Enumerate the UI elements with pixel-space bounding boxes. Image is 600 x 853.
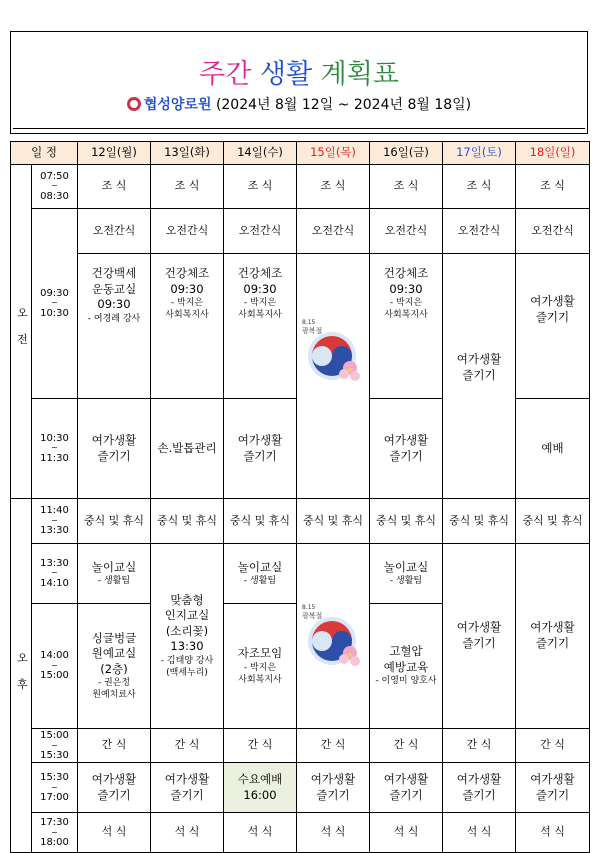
- title-word-1: 주간: [199, 59, 252, 90]
- pm-snack-sun: 간 식: [516, 729, 590, 763]
- holiday-label: 8.15: [302, 319, 316, 326]
- row-pm-snack: [11, 729, 590, 763]
- breakfast-mon: 조 식: [78, 165, 151, 209]
- dinner-tue: 석 식: [151, 813, 224, 853]
- wed-am-line2: 09:30: [243, 281, 277, 296]
- page-title: [11, 52, 587, 91]
- am-snack-tue: 오전간식: [151, 209, 223, 254]
- wed-worship: 수요예배 16:00: [224, 763, 297, 813]
- pm-snack-sat: 간 식: [443, 729, 516, 763]
- row-breakfast: [11, 165, 590, 209]
- sun-am-leisure2: 즐기기: [535, 309, 570, 324]
- day-sat: 17일(토): [443, 142, 516, 165]
- mon-am-line1: 건강백세: [91, 266, 137, 280]
- mon-late-cell: 여가생활 즐기기: [78, 399, 151, 499]
- dinner-sat: 석 식: [443, 813, 516, 853]
- am-snack-mon: 오전간식: [78, 209, 150, 254]
- mon-am-line3: 09:30: [97, 297, 131, 312]
- am-snack-fri: 오전간식: [370, 209, 442, 254]
- sat-leisure: 여가생활 즐기기: [443, 763, 516, 813]
- day-fri: 16일(금): [370, 142, 443, 165]
- day-wed: 14일(수): [224, 142, 297, 165]
- time-cell: 13:30 ~ 14:10: [32, 544, 78, 604]
- fri-am-line1: 건강체조: [383, 266, 429, 280]
- row-pm-program-1: [11, 544, 590, 604]
- section-am-label: 오 전: [15, 307, 29, 351]
- header-row: [11, 142, 590, 165]
- title-word-2: 생활: [259, 59, 313, 90]
- breakfast-sat: 조 식: [443, 165, 516, 209]
- time-cell: 10:30 ~ 11:30: [32, 399, 78, 499]
- tue-pm-cell: 맞춤형 인지교실 (소리꽃) 13:30 - 김태양 강사 (백세누리): [151, 544, 224, 729]
- org-name: 협성양로원: [143, 97, 212, 113]
- sat-am-leisure2: 즐기기: [462, 367, 496, 382]
- tue-am-line4: 사회복지사: [165, 310, 209, 321]
- breakfast-wed: 조 식: [224, 165, 297, 209]
- sun-am-leisure1: 여가생활: [530, 294, 575, 308]
- pm-snack-mon: 간 식: [78, 729, 151, 763]
- day-tue: 13일(화): [151, 142, 224, 165]
- holiday-label: 8.15: [302, 603, 316, 611]
- liberation-day-taegeuk-icon: [298, 304, 368, 399]
- wed-am-line1: 건강체조: [237, 266, 283, 280]
- sun-leisure: 여가생활 즐기기: [516, 763, 590, 813]
- time-cell: 09:30 ~ 10:30: [32, 209, 78, 399]
- am-snack-thu: 오전간식: [297, 209, 369, 254]
- section-am: [11, 165, 32, 499]
- lunch-wed: 중식 및 휴식: [224, 499, 297, 544]
- row-morning-program: [11, 209, 590, 399]
- day-sun: 18일(일): [516, 142, 590, 165]
- lunch-sun: 중식 및 휴식: [516, 499, 590, 544]
- fri-pm2-cell: 고혈압 예방교육 - 이영미 양호사: [370, 604, 443, 729]
- sat-pm-cell: 여가생활 즐기기: [443, 544, 516, 729]
- row-dinner: [11, 813, 590, 853]
- sat-am-leisure1: 여가생활: [456, 352, 502, 366]
- time-cell: 15:00 ~ 15:30: [32, 729, 78, 763]
- sun-late-cell: 예배: [516, 399, 590, 499]
- fri-am-line4: 사회복지사: [384, 310, 428, 321]
- tue-leisure: 여가생활 즐기기: [151, 763, 224, 813]
- tue-late-cell: 손.발톱관리: [151, 399, 224, 499]
- am-snack-sun: 오전간식: [516, 209, 589, 254]
- holiday-text: 광복절: [302, 611, 323, 620]
- date-range: (2024년 8월 12일 ~ 2024년 8월 18일): [215, 97, 472, 113]
- thu-pm-holiday: [297, 544, 370, 729]
- liberation-day-taegeuk-icon: [298, 589, 368, 684]
- tue-am-line1: 건강체조: [164, 266, 210, 280]
- mon-pm2-cell: 싱글벙글 원예교실 (2층) - 권은정 원예치료사: [78, 604, 151, 729]
- org-logo-icon: [127, 97, 141, 111]
- title-word-3: 계획표: [320, 59, 399, 90]
- wed-am-cell: [224, 209, 297, 399]
- mon-am-instructor: - 여경례 강사: [87, 313, 141, 324]
- header-label: 일 정: [11, 142, 78, 165]
- breakfast-tue: 조 식: [151, 165, 224, 209]
- breakfast-thu: 조 식: [297, 165, 370, 209]
- mon-leisure: 여가생활 즐기기: [78, 763, 151, 813]
- fri-pm1-cell: 놀이교실 - 생활팀: [370, 544, 443, 604]
- row-lunch: [11, 499, 590, 544]
- lunch-tue: 중식 및 휴식: [151, 499, 224, 544]
- dinner-fri: 석 식: [370, 813, 443, 853]
- wed-pm1-cell: 놀이교실 - 생활팀: [224, 544, 297, 604]
- lunch-sat: 중식 및 휴식: [443, 499, 516, 544]
- wed-am-line4: 사회복지사: [238, 310, 282, 321]
- wed-late-cell: 여가생활 즐기기: [224, 399, 297, 499]
- dinner-wed: 석 식: [224, 813, 297, 853]
- sun-am-cell: [516, 209, 590, 399]
- thu-leisure: 여가생활 즐기기: [297, 763, 370, 813]
- tue-am-cell: [151, 209, 224, 399]
- fri-leisure: 여가생활 즐기기: [370, 763, 443, 813]
- section-pm-label: 오 후: [15, 651, 29, 696]
- fri-am-line3: - 박지은: [389, 298, 423, 309]
- pm-snack-fri: 간 식: [370, 729, 443, 763]
- day-mon: 12일(월): [78, 142, 151, 165]
- time-cell: 14:00 ~ 15:00: [32, 604, 78, 729]
- sat-am-cell: [443, 209, 516, 499]
- row-pm-leisure: [11, 763, 590, 813]
- dinner-thu: 석 식: [297, 813, 370, 853]
- day-thu: 15일(목): [297, 142, 370, 165]
- mon-am-cell: [78, 209, 151, 399]
- breakfast-fri: 조 식: [370, 165, 443, 209]
- thu-am-holiday: [297, 209, 370, 499]
- title-box: [10, 31, 588, 134]
- dinner-mon: 석 식: [78, 813, 151, 853]
- time-cell: 07:50 ~ 08:30: [32, 165, 78, 209]
- holiday-text: 광복절: [302, 327, 323, 335]
- pm-snack-thu: 간 식: [297, 729, 370, 763]
- lunch-fri: 중식 및 휴식: [370, 499, 443, 544]
- lunch-thu: 중식 및 휴식: [297, 499, 370, 544]
- breakfast-sun: 조 식: [516, 165, 590, 209]
- lunch-mon: 중식 및 휴식: [78, 499, 151, 544]
- pm-snack-tue: 간 식: [151, 729, 224, 763]
- wed-pm2-cell: 자조모임 - 박지은 사회복지사: [224, 604, 297, 729]
- time-cell: 17:30 ~ 18:00: [32, 813, 78, 853]
- fri-am-cell: [370, 209, 443, 399]
- fri-am-line2: 09:30: [389, 281, 423, 296]
- fri-late-cell: 여가생활 즐기기: [370, 399, 443, 499]
- schedule-table: [10, 141, 590, 853]
- section-pm: [11, 499, 32, 853]
- dinner-sun: 석 식: [516, 813, 590, 853]
- am-snack-wed: 오전간식: [224, 209, 296, 254]
- time-cell: 15:30 ~ 17:00: [32, 763, 78, 813]
- tue-am-line3: - 박지은: [170, 298, 204, 309]
- time-cell: 11:40 ~ 13:30: [32, 499, 78, 544]
- wed-am-line3: - 박지은: [243, 298, 277, 309]
- tue-am-line2: 09:30: [170, 281, 204, 296]
- subtitle: [11, 94, 587, 114]
- am-snack-sat: 오전간식: [443, 209, 515, 254]
- mon-pm1-cell: 놀이교실 - 생활팀: [78, 544, 151, 604]
- pm-snack-wed: 간 식: [224, 729, 297, 763]
- sun-pm-cell: 여가생활 즐기기: [516, 544, 590, 729]
- mon-am-line2: 운동교실: [91, 281, 137, 296]
